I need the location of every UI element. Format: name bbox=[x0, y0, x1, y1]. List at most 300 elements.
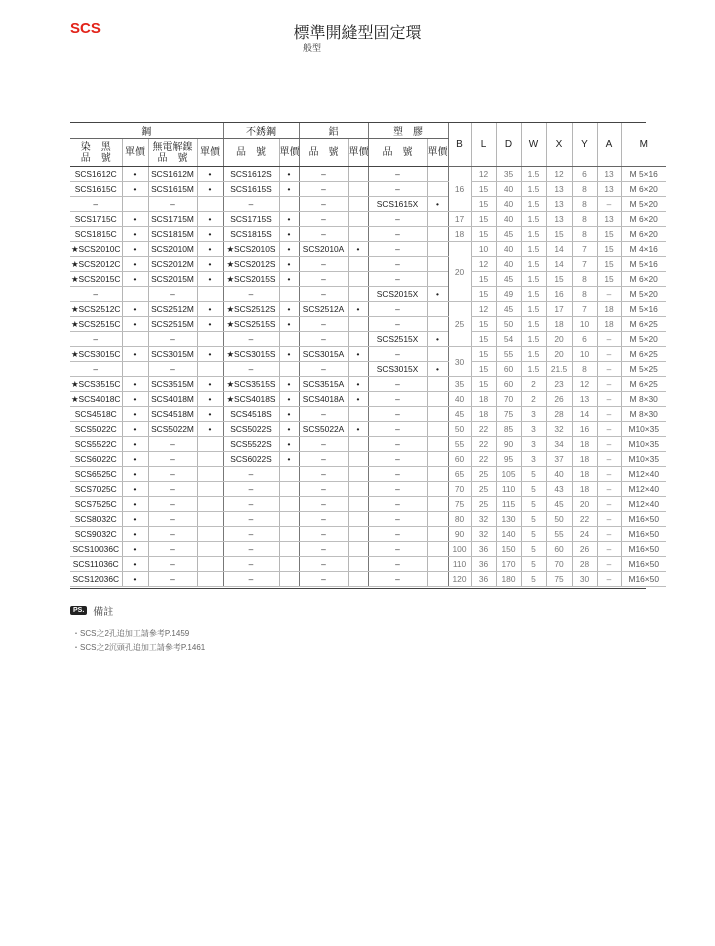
cell-x: 34 bbox=[546, 437, 572, 452]
cell-ni: SCS3515M bbox=[148, 377, 197, 392]
cell-l: 18 bbox=[471, 407, 496, 422]
cell-black: SCS5022C bbox=[70, 422, 122, 437]
cell-a: 15 bbox=[597, 227, 621, 242]
cell-np: • bbox=[197, 302, 223, 317]
cell-np bbox=[197, 512, 223, 527]
cell-np: • bbox=[197, 227, 223, 242]
cell-np bbox=[197, 467, 223, 482]
header-price: 單價 bbox=[348, 139, 368, 167]
cell-d: 40 bbox=[496, 212, 521, 227]
cell-d: 45 bbox=[496, 302, 521, 317]
cell-ap bbox=[348, 182, 368, 197]
cell-b: 65 bbox=[448, 467, 471, 482]
cell-bp: • bbox=[122, 347, 148, 362]
cell-b: 17 bbox=[448, 212, 471, 227]
table-row bbox=[70, 497, 666, 512]
cell-x: 17 bbox=[546, 302, 572, 317]
header-l: L bbox=[471, 123, 496, 167]
header-stainless-part: 品 號 bbox=[223, 139, 279, 167]
cell-w: 1.5 bbox=[521, 287, 546, 302]
cell-l: 25 bbox=[471, 482, 496, 497]
cell-d: 140 bbox=[496, 527, 521, 542]
cell-l: 15 bbox=[471, 332, 496, 347]
cell-ss: – bbox=[223, 287, 279, 302]
cell-w: 5 bbox=[521, 497, 546, 512]
cell-l: 15 bbox=[471, 377, 496, 392]
cell-pl: SCS3015X bbox=[368, 362, 427, 377]
cell-m: M 5×20 bbox=[621, 287, 666, 302]
cell-m: M 5×20 bbox=[621, 197, 666, 212]
cell-ap bbox=[348, 542, 368, 557]
cell-w: 2 bbox=[521, 392, 546, 407]
cell-b: 55 bbox=[448, 437, 471, 452]
cell-ss: – bbox=[223, 482, 279, 497]
cell-black: SCS9032C bbox=[70, 527, 122, 542]
cell-a: – bbox=[597, 572, 621, 587]
cell-np: • bbox=[197, 407, 223, 422]
cell-pp: • bbox=[427, 362, 448, 377]
cell-m: M 6×25 bbox=[621, 317, 666, 332]
cell-a: 15 bbox=[597, 257, 621, 272]
cell-al: – bbox=[299, 542, 348, 557]
table-row bbox=[70, 347, 666, 362]
table-row bbox=[70, 482, 666, 497]
cell-ap bbox=[348, 467, 368, 482]
cell-ni: SCS1615M bbox=[148, 182, 197, 197]
cell-pl: – bbox=[368, 527, 427, 542]
cell-a: – bbox=[597, 452, 621, 467]
header-nickel-part: 無電解鎳 品 號 bbox=[148, 139, 197, 167]
cell-w: 3 bbox=[521, 452, 546, 467]
cell-np bbox=[197, 482, 223, 497]
cell-w: 5 bbox=[521, 482, 546, 497]
cell-ss: ★SCS3015S bbox=[223, 347, 279, 362]
cell-b: 35 bbox=[448, 377, 471, 392]
cell-ss: – bbox=[223, 542, 279, 557]
cell-ss: – bbox=[223, 557, 279, 572]
cell-ni: SCS2512M bbox=[148, 302, 197, 317]
cell-black: ★SCS2010C bbox=[70, 242, 122, 257]
cell-pp bbox=[427, 542, 448, 557]
cell-np bbox=[197, 497, 223, 512]
cell-black: – bbox=[70, 287, 122, 302]
table-row bbox=[70, 257, 666, 272]
cell-bp: • bbox=[122, 452, 148, 467]
cell-l: 36 bbox=[471, 557, 496, 572]
page-subtitle: 般型 bbox=[303, 43, 322, 53]
cell-a: – bbox=[597, 557, 621, 572]
cell-sp bbox=[279, 557, 299, 572]
cell-np bbox=[197, 527, 223, 542]
table-row bbox=[70, 572, 666, 587]
cell-y: 14 bbox=[572, 407, 597, 422]
cell-x: 50 bbox=[546, 512, 572, 527]
cell-a: 18 bbox=[597, 302, 621, 317]
cell-al: – bbox=[299, 512, 348, 527]
cell-y: 24 bbox=[572, 527, 597, 542]
cell-pp bbox=[427, 572, 448, 587]
cell-pp bbox=[427, 467, 448, 482]
cell-a: – bbox=[597, 482, 621, 497]
cell-a: – bbox=[597, 377, 621, 392]
cell-w: 5 bbox=[521, 557, 546, 572]
cell-pp bbox=[427, 227, 448, 242]
cell-d: 49 bbox=[496, 287, 521, 302]
remark-note: ・SCS之2沉頭孔追加工請參考P.1461 bbox=[72, 643, 206, 652]
cell-black: SCS1612C bbox=[70, 167, 122, 182]
cell-a: 15 bbox=[597, 242, 621, 257]
table-row bbox=[70, 527, 666, 542]
cell-ss: SCS5022S bbox=[223, 422, 279, 437]
cell-ni: – bbox=[148, 362, 197, 377]
cell-d: 85 bbox=[496, 422, 521, 437]
cell-bp: • bbox=[122, 392, 148, 407]
cell-al: – bbox=[299, 452, 348, 467]
cell-w: 1.5 bbox=[521, 212, 546, 227]
cell-al: – bbox=[299, 557, 348, 572]
cell-al: SCS5022A bbox=[299, 422, 348, 437]
cell-a: – bbox=[597, 422, 621, 437]
cell-a: – bbox=[597, 362, 621, 377]
cell-pp bbox=[427, 182, 448, 197]
cell-a: 13 bbox=[597, 182, 621, 197]
cell-ni: – bbox=[148, 557, 197, 572]
cell-d: 55 bbox=[496, 347, 521, 362]
cell-pl: – bbox=[368, 497, 427, 512]
cell-pl: – bbox=[368, 167, 427, 182]
cell-al: SCS3015A bbox=[299, 347, 348, 362]
cell-d: 90 bbox=[496, 437, 521, 452]
cell-np: • bbox=[197, 347, 223, 362]
cell-x: 28 bbox=[546, 407, 572, 422]
cell-pl: – bbox=[368, 272, 427, 287]
cell-black: SCS1715C bbox=[70, 212, 122, 227]
cell-y: 8 bbox=[572, 197, 597, 212]
table-row bbox=[70, 182, 666, 197]
cell-np bbox=[197, 452, 223, 467]
cell-pl: – bbox=[368, 482, 427, 497]
cell-pp: • bbox=[427, 287, 448, 302]
cell-a: – bbox=[597, 497, 621, 512]
ps-badge: PS. bbox=[70, 606, 87, 615]
cell-black: SCS6022C bbox=[70, 452, 122, 467]
cell-sp: • bbox=[279, 452, 299, 467]
cell-y: 18 bbox=[572, 482, 597, 497]
cell-ss: – bbox=[223, 572, 279, 587]
cell-ap bbox=[348, 317, 368, 332]
cell-np bbox=[197, 362, 223, 377]
cell-ap bbox=[348, 227, 368, 242]
cell-x: 15 bbox=[546, 272, 572, 287]
cell-a: – bbox=[597, 542, 621, 557]
cell-bp: • bbox=[122, 542, 148, 557]
cell-y: 8 bbox=[572, 182, 597, 197]
cell-w: 1.5 bbox=[521, 272, 546, 287]
header-w: W bbox=[521, 123, 546, 167]
cell-sp bbox=[279, 332, 299, 347]
cell-d: 60 bbox=[496, 377, 521, 392]
cell-d: 40 bbox=[496, 182, 521, 197]
table-row bbox=[70, 362, 666, 377]
cell-m: M 6×20 bbox=[621, 272, 666, 287]
cell-l: 22 bbox=[471, 437, 496, 452]
cell-sp bbox=[279, 482, 299, 497]
cell-m: M 5×16 bbox=[621, 257, 666, 272]
cell-pl: – bbox=[368, 572, 427, 587]
cell-d: 115 bbox=[496, 497, 521, 512]
cell-black: ★SCS3015C bbox=[70, 347, 122, 362]
cell-ni: – bbox=[148, 287, 197, 302]
cell-m: M 5×20 bbox=[621, 332, 666, 347]
cell-ss: SCS1815S bbox=[223, 227, 279, 242]
cell-b: 20 bbox=[448, 242, 471, 302]
cell-black: SCS8032C bbox=[70, 512, 122, 527]
cell-black: ★SCS2515C bbox=[70, 317, 122, 332]
table-row bbox=[70, 542, 666, 557]
cell-pl: – bbox=[368, 227, 427, 242]
cell-pl: – bbox=[368, 467, 427, 482]
cell-y: 6 bbox=[572, 167, 597, 182]
cell-y: 6 bbox=[572, 332, 597, 347]
cell-y: 7 bbox=[572, 257, 597, 272]
cell-bp: • bbox=[122, 527, 148, 542]
cell-ss: SCS1715S bbox=[223, 212, 279, 227]
cell-pp bbox=[427, 557, 448, 572]
cell-y: 7 bbox=[572, 242, 597, 257]
cell-al: – bbox=[299, 257, 348, 272]
cell-l: 15 bbox=[471, 272, 496, 287]
header-black-part: 染 黑 品 號 bbox=[70, 139, 122, 167]
header-price: 單價 bbox=[122, 139, 148, 167]
cell-a: – bbox=[597, 332, 621, 347]
cell-pp bbox=[427, 452, 448, 467]
cell-w: 1.5 bbox=[521, 302, 546, 317]
cell-np bbox=[197, 542, 223, 557]
cell-m: M16×50 bbox=[621, 512, 666, 527]
cell-d: 170 bbox=[496, 557, 521, 572]
cell-ap bbox=[348, 362, 368, 377]
cell-d: 150 bbox=[496, 542, 521, 557]
cell-b: 120 bbox=[448, 572, 471, 587]
cell-ss: SCS4518S bbox=[223, 407, 279, 422]
cell-l: 15 bbox=[471, 197, 496, 212]
cell-ni: – bbox=[148, 467, 197, 482]
cell-al: SCS2010A bbox=[299, 242, 348, 257]
table-row bbox=[70, 227, 666, 242]
cell-b: 50 bbox=[448, 422, 471, 437]
cell-pp: • bbox=[427, 332, 448, 347]
cell-black: – bbox=[70, 362, 122, 377]
cell-al: – bbox=[299, 437, 348, 452]
cell-d: 70 bbox=[496, 392, 521, 407]
cell-np bbox=[197, 437, 223, 452]
cell-ss: ★SCS2010S bbox=[223, 242, 279, 257]
cell-np bbox=[197, 332, 223, 347]
cell-al: – bbox=[299, 317, 348, 332]
cell-ap bbox=[348, 407, 368, 422]
cell-b: 18 bbox=[448, 227, 471, 242]
cell-m: M 6×20 bbox=[621, 182, 666, 197]
table-row bbox=[70, 512, 666, 527]
cell-d: 50 bbox=[496, 317, 521, 332]
table-row bbox=[70, 422, 666, 437]
cell-ni: – bbox=[148, 512, 197, 527]
cell-ap bbox=[348, 497, 368, 512]
cell-al: – bbox=[299, 332, 348, 347]
cell-pp bbox=[427, 347, 448, 362]
cell-pl: – bbox=[368, 302, 427, 317]
cell-pp bbox=[427, 167, 448, 182]
cell-bp: • bbox=[122, 377, 148, 392]
cell-ap bbox=[348, 452, 368, 467]
cell-ss: – bbox=[223, 497, 279, 512]
cell-ni: SCS1612M bbox=[148, 167, 197, 182]
cell-ni: SCS2015M bbox=[148, 272, 197, 287]
cell-black: ★SCS2012C bbox=[70, 257, 122, 272]
cell-w: 1.5 bbox=[521, 257, 546, 272]
cell-al: – bbox=[299, 467, 348, 482]
cell-pl: – bbox=[368, 347, 427, 362]
cell-np bbox=[197, 557, 223, 572]
cell-ap bbox=[348, 257, 368, 272]
cell-ni: – bbox=[148, 332, 197, 347]
cell-l: 25 bbox=[471, 467, 496, 482]
cell-x: 21.5 bbox=[546, 362, 572, 377]
cell-m: M 6×25 bbox=[621, 377, 666, 392]
cell-d: 35 bbox=[496, 167, 521, 182]
cell-x: 12 bbox=[546, 167, 572, 182]
cell-l: 15 bbox=[471, 347, 496, 362]
cell-bp bbox=[122, 332, 148, 347]
cell-x: 14 bbox=[546, 242, 572, 257]
cell-al: – bbox=[299, 482, 348, 497]
cell-y: 8 bbox=[572, 287, 597, 302]
cell-ni: – bbox=[148, 497, 197, 512]
cell-w: 1.5 bbox=[521, 167, 546, 182]
cell-al: – bbox=[299, 272, 348, 287]
cell-bp: • bbox=[122, 317, 148, 332]
cell-x: 40 bbox=[546, 467, 572, 482]
cell-al: – bbox=[299, 497, 348, 512]
material-aluminum: 鋁 bbox=[299, 123, 368, 139]
cell-sp: • bbox=[279, 182, 299, 197]
cell-m: M 5×16 bbox=[621, 302, 666, 317]
cell-bp: • bbox=[122, 227, 148, 242]
cell-m: M 5×16 bbox=[621, 167, 666, 182]
cell-ss: SCS6022S bbox=[223, 452, 279, 467]
cell-al: – bbox=[299, 197, 348, 212]
header-price: 單價 bbox=[427, 139, 448, 167]
cell-a: – bbox=[597, 347, 621, 362]
cell-black: SCS1615C bbox=[70, 182, 122, 197]
cell-al: SCS2512A bbox=[299, 302, 348, 317]
cell-b: 40 bbox=[448, 392, 471, 407]
cell-pp bbox=[427, 392, 448, 407]
cell-pl: – bbox=[368, 407, 427, 422]
cell-ap bbox=[348, 572, 368, 587]
cell-ap bbox=[348, 332, 368, 347]
cell-ap bbox=[348, 512, 368, 527]
cell-m: M 4×16 bbox=[621, 242, 666, 257]
cell-bp: • bbox=[122, 272, 148, 287]
cell-sp bbox=[279, 542, 299, 557]
remarks-label: 備註 bbox=[93, 607, 114, 618]
cell-w: 5 bbox=[521, 527, 546, 542]
cell-x: 37 bbox=[546, 452, 572, 467]
cell-black: SCS4518C bbox=[70, 407, 122, 422]
cell-w: 1.5 bbox=[521, 362, 546, 377]
material-plastic: 塑 膠 bbox=[368, 123, 448, 139]
cell-ni: SCS4518M bbox=[148, 407, 197, 422]
cell-w: 1.5 bbox=[521, 197, 546, 212]
cell-l: 15 bbox=[471, 287, 496, 302]
cell-sp: • bbox=[279, 242, 299, 257]
header-d: D bbox=[496, 123, 521, 167]
cell-b: 16 bbox=[448, 167, 471, 212]
cell-ap bbox=[348, 167, 368, 182]
cell-bp: • bbox=[122, 212, 148, 227]
cell-l: 22 bbox=[471, 422, 496, 437]
cell-m: M10×35 bbox=[621, 437, 666, 452]
cell-bp: • bbox=[122, 557, 148, 572]
cell-bp: • bbox=[122, 437, 148, 452]
cell-ap: • bbox=[348, 242, 368, 257]
cell-x: 13 bbox=[546, 212, 572, 227]
cell-black: SCS1815C bbox=[70, 227, 122, 242]
table-row bbox=[70, 167, 666, 182]
cell-l: 15 bbox=[471, 227, 496, 242]
cell-ss: SCS5522S bbox=[223, 437, 279, 452]
cell-np bbox=[197, 572, 223, 587]
cell-bp: • bbox=[122, 572, 148, 587]
cell-x: 70 bbox=[546, 557, 572, 572]
cell-l: 15 bbox=[471, 362, 496, 377]
cell-y: 16 bbox=[572, 422, 597, 437]
cell-black: ★SCS2512C bbox=[70, 302, 122, 317]
cell-y: 18 bbox=[572, 467, 597, 482]
cell-ni: SCS1815M bbox=[148, 227, 197, 242]
cell-black: SCS7525C bbox=[70, 497, 122, 512]
cell-y: 8 bbox=[572, 362, 597, 377]
cell-ni: – bbox=[148, 527, 197, 542]
cell-w: 1.5 bbox=[521, 332, 546, 347]
cell-y: 22 bbox=[572, 512, 597, 527]
cell-l: 12 bbox=[471, 257, 496, 272]
cell-pp bbox=[427, 422, 448, 437]
cell-sp bbox=[279, 197, 299, 212]
cell-a: – bbox=[597, 392, 621, 407]
cell-ni: SCS3015M bbox=[148, 347, 197, 362]
cell-ni: – bbox=[148, 542, 197, 557]
cell-ni: – bbox=[148, 197, 197, 212]
cell-b: 110 bbox=[448, 557, 471, 572]
cell-black: – bbox=[70, 197, 122, 212]
cell-y: 26 bbox=[572, 542, 597, 557]
cell-ap bbox=[348, 272, 368, 287]
cell-d: 40 bbox=[496, 242, 521, 257]
cell-sp bbox=[279, 512, 299, 527]
cell-pl: SCS1615X bbox=[368, 197, 427, 212]
table-row bbox=[70, 377, 666, 392]
remark-note: ・SCS之2孔追加工請參考P.1459 bbox=[72, 629, 190, 638]
cell-pp bbox=[427, 407, 448, 422]
cell-black: SCS6525C bbox=[70, 467, 122, 482]
cell-l: 15 bbox=[471, 212, 496, 227]
cell-pl: – bbox=[368, 542, 427, 557]
cell-bp: • bbox=[122, 422, 148, 437]
cell-ss: ★SCS2015S bbox=[223, 272, 279, 287]
cell-pp bbox=[427, 497, 448, 512]
